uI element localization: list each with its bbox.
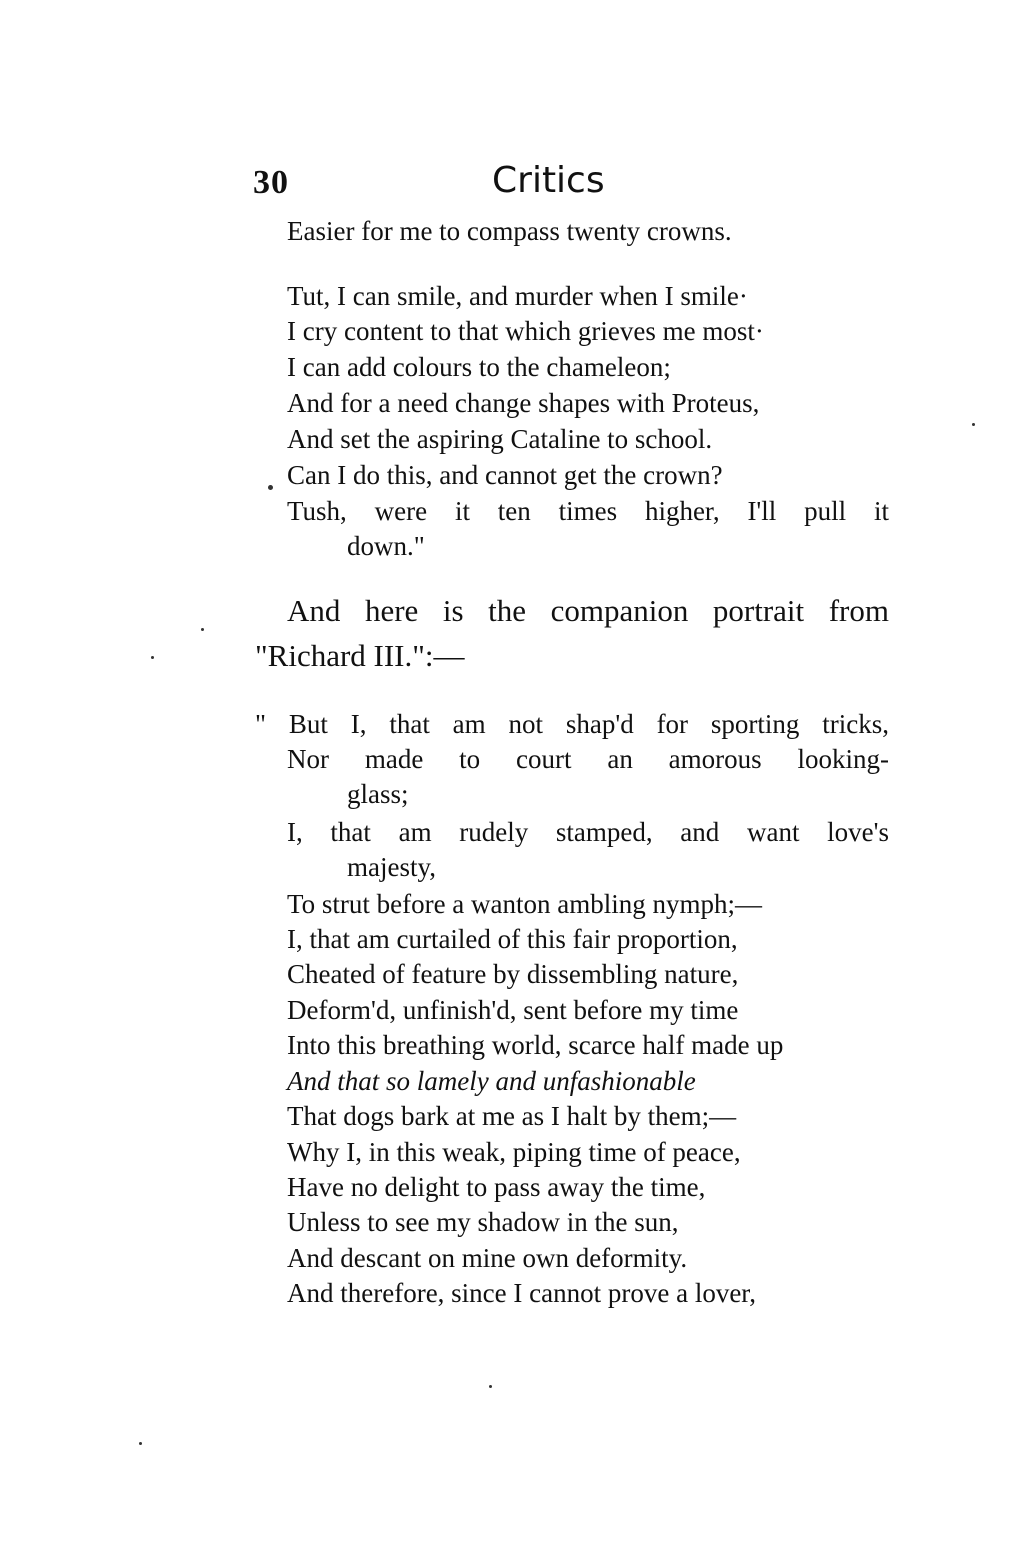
- verse-line: I, that am curtailed of this fair proportion,: [287, 924, 738, 954]
- page-number: 30: [253, 164, 289, 201]
- verse-line: Why I, in this weak, piping time of peace,: [287, 1137, 741, 1167]
- verse-line: I, that am rudely stamped, and want love's: [287, 817, 889, 847]
- verse-line: And therefore, since I cannot prove a lover,: [287, 1278, 756, 1308]
- verse-line: Tut, I can smile, and murder when I smile·: [287, 281, 748, 311]
- verse-line: I can add colours to the chameleon;: [287, 352, 671, 382]
- verse-line: And that so lamely and unfashionable: [287, 1066, 696, 1096]
- verse-line-continuation: majesty,: [347, 852, 436, 882]
- verse-line: Cheated of feature by dissembling nature,: [287, 959, 739, 989]
- paragraph-line: "Richard III.":—: [255, 638, 465, 673]
- scan-speck: [151, 656, 154, 659]
- verse-line: Tush, were it ten times higher, I'll pull it: [287, 496, 889, 526]
- verse-line: Unless to see my shadow in the sun,: [287, 1207, 679, 1237]
- scan-speck: [489, 1385, 492, 1388]
- verse-line: I cry content to that which grieves me most·: [287, 316, 764, 346]
- verse-line: To strut before a wanton ambling nymph;—: [287, 889, 763, 919]
- verse-line: Into this breathing world, scarce half made up: [287, 1030, 784, 1060]
- verse-line: Can I do this, and cannot get the crown?: [287, 460, 723, 490]
- verse-line: Easier for me to compass twenty crowns.: [287, 216, 732, 246]
- verse-line: Deform'd, unfinish'd, sent before my time: [287, 995, 739, 1025]
- paragraph-line: And here is the companion portrait from: [287, 593, 889, 628]
- verse-line: And set the aspiring Cataline to school.: [287, 424, 713, 454]
- scan-speck: [972, 423, 975, 426]
- verse-line: That dogs bark at me as I halt by them;—: [287, 1101, 737, 1131]
- verse-line-continuation: down.": [347, 531, 425, 561]
- scan-speck: [139, 1442, 142, 1445]
- verse-line: And for a need change shapes with Proteus,: [287, 388, 760, 418]
- verse-line: Nor made to court an amorous looking-: [287, 744, 889, 774]
- verse-line: And descant on mine own deformity.: [287, 1243, 688, 1273]
- verse-line-continuation: glass;: [347, 779, 409, 809]
- scan-speck: [268, 485, 273, 490]
- running-title: Critics: [492, 160, 605, 201]
- verse-line: " But I, that am not shap'd for sporting tricks,: [255, 709, 889, 739]
- verse-line: Have no delight to pass away the time,: [287, 1172, 706, 1202]
- scan-speck: [201, 628, 204, 631]
